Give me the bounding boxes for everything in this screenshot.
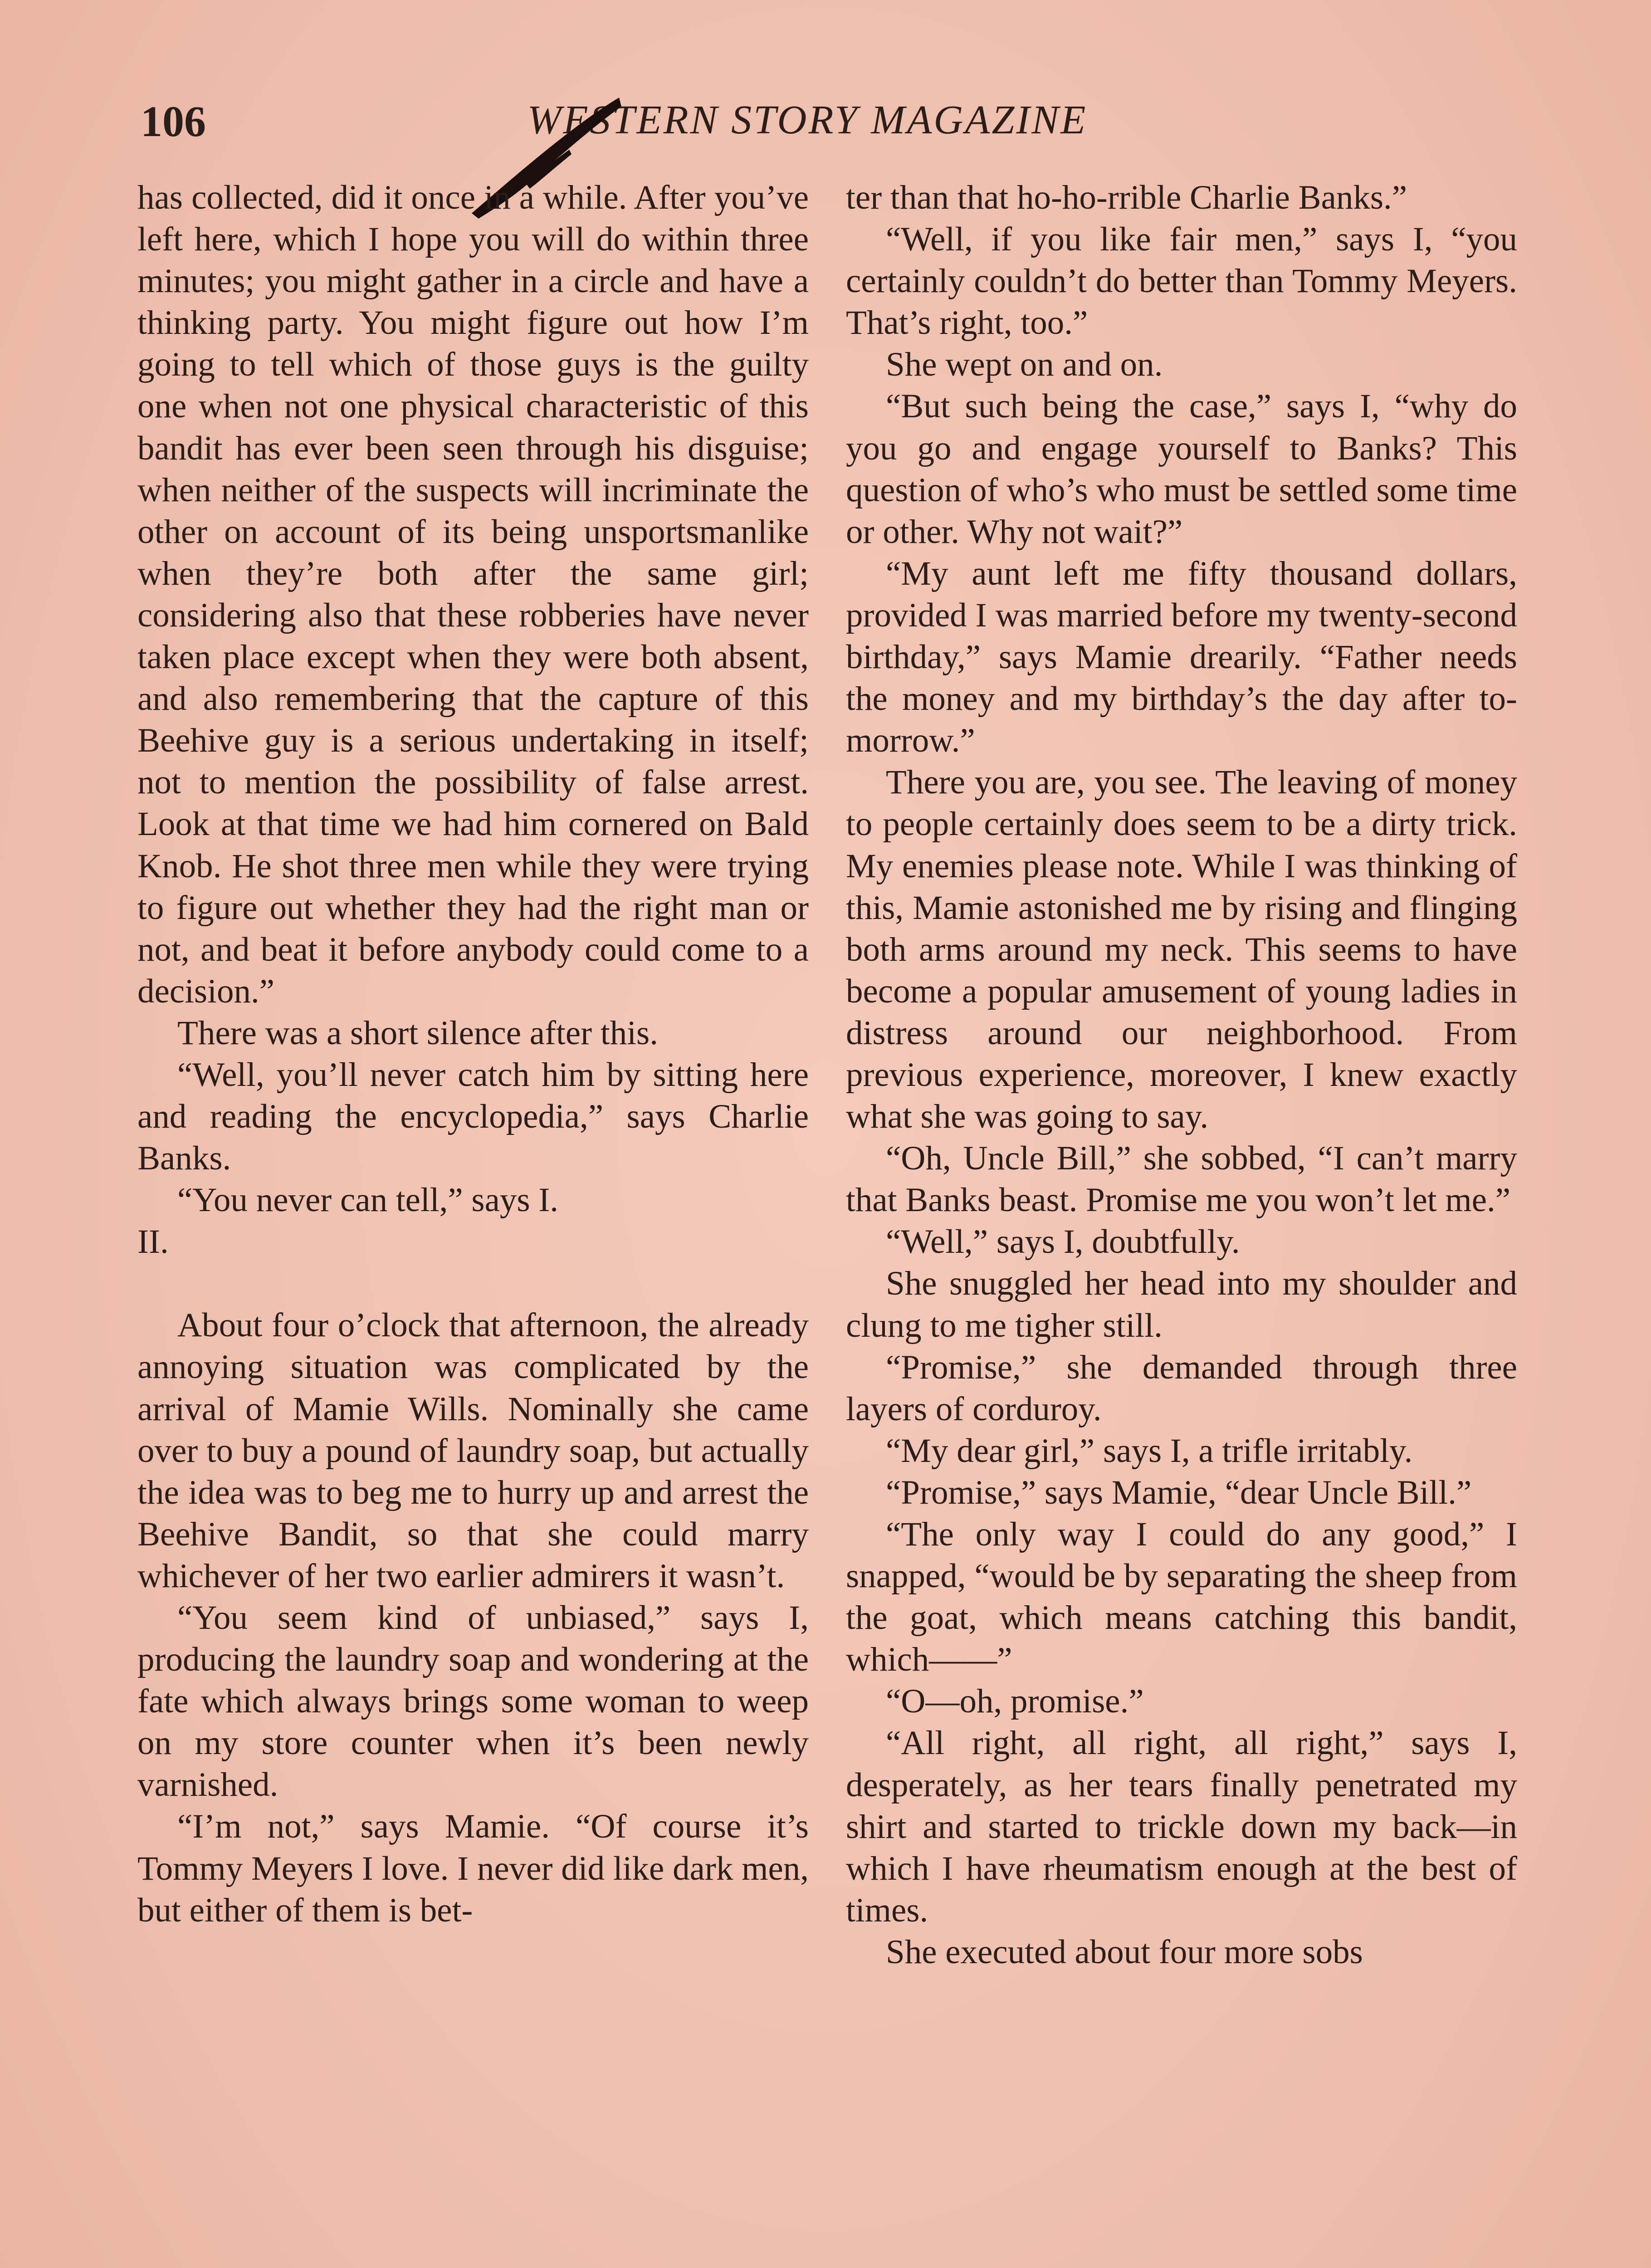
paragraph: “But such being the case,” says I, “why do you go and engage yourself to Banks? This question of who’s who must be settled some time or other. Why not wait?” — [846, 387, 1517, 551]
paragraph: ter than that ho-ho-rrible Charlie Banks.” — [846, 179, 1407, 216]
paragraph: “Well, you’ll never catch him by sitting here and reading the encyclopedia,” says Charlie Banks. — [137, 1056, 809, 1178]
right-column — [846, 177, 1517, 1973]
paragraph: She snuggled her head into my shoulder and clung to me tigher still. — [846, 1265, 1517, 1344]
paragraph: “Promise,” says Mamie, “dear Uncle Bill.” — [886, 1473, 1472, 1511]
paragraph: “Well, if you like fair men,” says I, “you certainly couldn’t do better than Tommy Meyers. That’s right, too.” — [846, 220, 1517, 342]
paragraph: “I’m not,” says Mamie. “Of course it’s Tommy Meyers I love. I never did like dark men, but either of them is bet- — [137, 1808, 809, 1929]
paragraph: “Oh, Uncle Bill,” she sobbed, “I can’t marry that Banks beast. Promise me you won’t let me.” — [846, 1139, 1517, 1219]
page-number: 106 — [141, 97, 206, 146]
paragraph: She wept on and on. — [886, 346, 1163, 384]
paragraph: “Well,” says I, doubtfully. — [886, 1223, 1240, 1261]
paragraph: There was a short silence after this. — [177, 1014, 658, 1052]
paragraph: “All right, all right, all right,” says I, desperately, as her tears finally penetrated my shirt and started to trickle down my back—in which I have rheumatism enough at the best of times. — [846, 1724, 1517, 1929]
page-header — [136, 91, 1479, 163]
paragraph: “The only way I could do any good,” I snapped, “would be by separating the sheep from the goat, which means catching this bandit, which——” — [846, 1515, 1517, 1679]
right-column-paragraphs — [846, 177, 1517, 1973]
paragraph: “You seem kind of unbiased,” says I, producing the laundry soap and wondering at the fate which always brings some woman to weep on my store counter when it’s been newly varnished. — [137, 1599, 809, 1804]
magazine-title: WESTERN STORY MAGAZINE — [527, 98, 1088, 142]
paragraph: There you are, you see. The leaving of money to people certainly does seem to be a dirty trick. My enemies please note. While I was thinking of this, Mamie astonished me by rising and flinging both arms around my neck. This seems to have become a popular amusement of young ladies in distress around our neighborhood. From previous experience, moreover, I knew exactly what she was going to say. — [846, 763, 1517, 1136]
paragraph: She executed about four more sobs — [886, 1933, 1363, 1971]
paragraph: “My dear girl,” says I, a trifle irritably. — [886, 1432, 1413, 1470]
left-column-paragraphs — [137, 177, 809, 1221]
left-column-paragraphs-after-section — [137, 1305, 809, 1931]
left-column — [137, 177, 809, 1931]
paragraph: “Promise,” she demanded through three layers of corduroy. — [846, 1348, 1517, 1428]
paragraph: has collected, did it once in a while. After you’ve left here, which I hope you will do within three minutes; you might gather in a circle and have a thinking party. You might figure out how I’m going to tell which of those guys is the guilty one when not one physical characteristic of this bandit has ever been seen through his disguise; when neither of the suspects will incriminate the other on account of its being unsportsmanlike when they’re both after the same girl; considering also that these robberies have never taken place except when they were both absent, and also remembering that the capture of this Beehive guy is a serious undertaking in itself; not to mention the possibility of false arrest. Look at that time we had him cornered on Bald Knob. He shot three men while they were trying to figure out whether they had the right man or not, and beat it before anybody could come to a decision.” — [137, 179, 809, 1010]
paragraph: “My aunt left me fifty thousand dollars, provided I was married before my twenty-second birthday,” says Mamie drearily. “Father needs the money and my birthday’s the day after to-morrow.” — [846, 554, 1517, 760]
section-number: II. — [137, 1223, 169, 1261]
paragraph: “O—oh, promise.” — [886, 1682, 1144, 1721]
paragraph: About four o’clock that afternoon, the already annoying situation was complicated by the arrival of Mamie Wills. Nominally she came over to buy a pound of laundry soap, but actually the idea was to beg me to hurry up and arrest the Beehive Bandit, so that she could marry whichever of her two earlier admirers it wasn’t. — [137, 1306, 809, 1595]
paragraph: “You never can tell,” says I. — [177, 1181, 559, 1219]
